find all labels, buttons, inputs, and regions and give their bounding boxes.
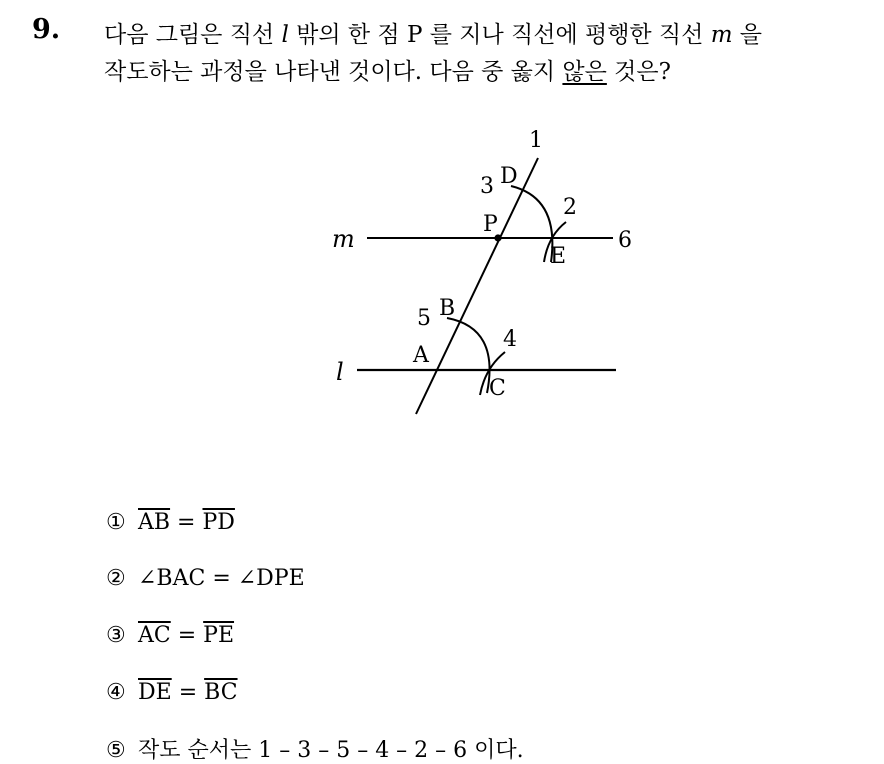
equals: =	[170, 510, 203, 535]
choice-5[interactable]	[106, 733, 524, 764]
choice-mark: ①	[106, 510, 126, 535]
choice-mark: ⑤	[106, 738, 126, 763]
label-4: 4	[503, 327, 517, 352]
q1-text-b: 밖의 한 점 P 를 지나 직선에 평행한 직선	[288, 22, 711, 48]
label-l: l	[336, 358, 344, 386]
label-C: C	[489, 376, 506, 401]
choice-4[interactable]	[106, 680, 238, 705]
equals: =	[170, 623, 204, 648]
choice-2[interactable]	[106, 566, 305, 591]
transversal-line	[416, 158, 538, 414]
choice-text: ∠BAC = ∠DPE	[138, 566, 305, 591]
label-D: D	[500, 164, 518, 189]
underlined-word: 않은	[562, 59, 607, 85]
segment-de: $\overline{DE}$	[138, 680, 172, 705]
segment-ac: $\overline{AC}$	[138, 623, 171, 648]
label-E: E	[550, 244, 567, 269]
label-6: 6	[618, 228, 632, 253]
q2-text-a: 작도하는 과정을 나타낸 것이다. 다음 중 옳지	[104, 59, 563, 85]
choice-mark: ②	[106, 566, 126, 591]
choice-3[interactable]	[106, 623, 234, 648]
choice-mark: ④	[106, 680, 126, 705]
label-A: A	[413, 343, 429, 368]
q2-text-b: 것은?	[606, 59, 671, 85]
label-5: 5	[417, 306, 431, 331]
segment-pe: $\overline{PE}$	[203, 623, 235, 648]
label-1: 1	[529, 128, 543, 153]
var-m: m	[710, 22, 733, 48]
label-B: B	[439, 296, 456, 321]
label-m: m	[332, 225, 355, 253]
var-l: l	[281, 22, 289, 48]
equals: =	[171, 680, 205, 705]
segment-pd: $\overline{PD}$	[202, 510, 235, 535]
segment-ab: $\overline{AB}$	[138, 510, 171, 535]
label-2: 2	[563, 195, 577, 220]
choice-mark: ③	[106, 623, 126, 648]
q1-text-c: 을	[732, 22, 763, 48]
label-3: 3	[480, 174, 494, 199]
segment-bc: $\overline{BC}$	[204, 680, 238, 705]
question-number: 9.	[32, 14, 61, 45]
choice-text: 작도 순서는 1 – 3 – 5 – 4 – 2 – 6 이다.	[138, 738, 524, 763]
q1-text-a: 다음 그림은 직선	[104, 22, 282, 48]
label-P: P	[483, 212, 498, 237]
choice-1[interactable]	[106, 510, 235, 535]
